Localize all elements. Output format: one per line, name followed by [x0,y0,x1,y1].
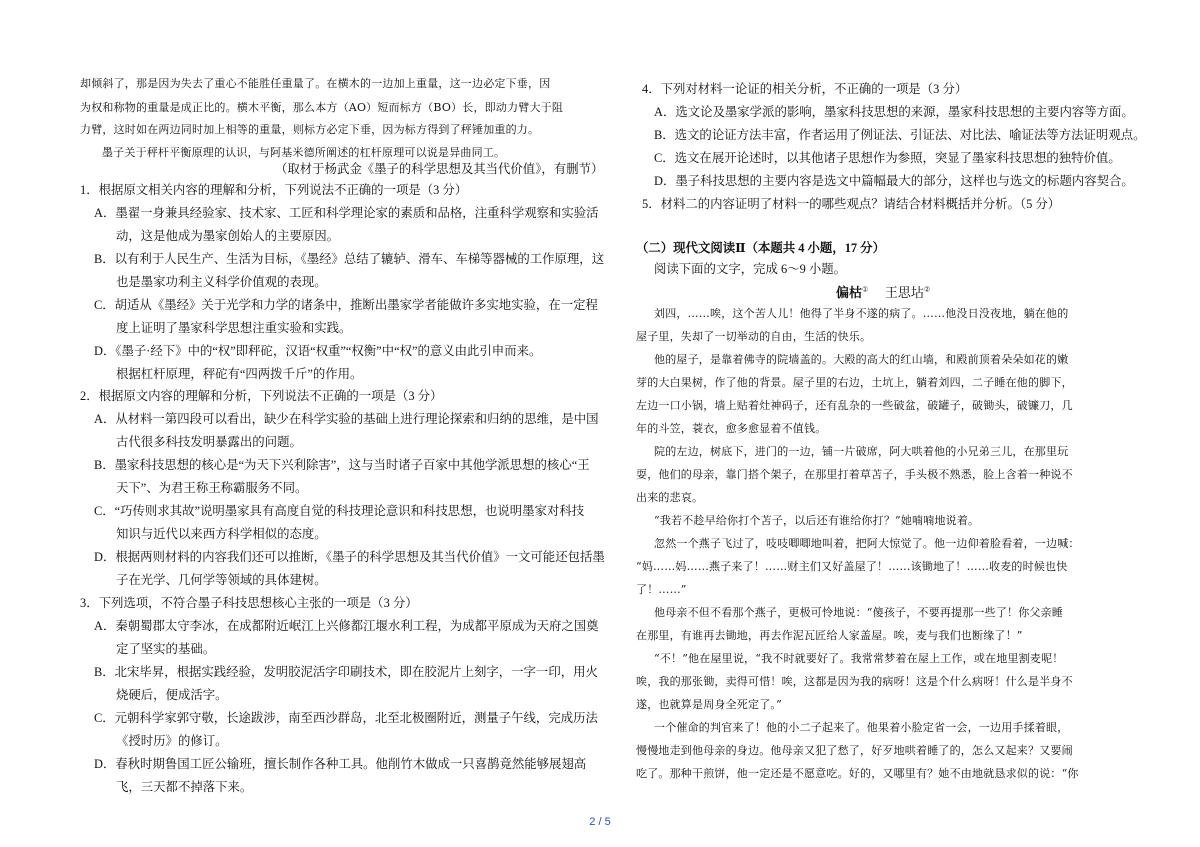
story-line: 遂，也就算是周身全死定了。” [636,698,782,711]
story-line: 一个催命的判官来了！他的小二子起来了。他果着小脸定省一会，一边用手揉着眼， [654,721,1069,734]
question-3-option-c: C．元朝科学家郭守敬，长途跋涉，南至西沙群岛，北至北极圈附近，测量子午线，完成历法 [94,711,598,725]
footnote-marker: ① [862,285,869,294]
story-line: 屋子里，失却了一切举动的自由，生活的快乐。 [636,330,872,343]
question-1-option-d: D．《墨子·经下》中的“权”即秤砣，汉语“权重”“权衡”中“权”的意义由此引申而来。 [94,344,542,358]
question-2-option-c: C．“巧传则求其故”说明墨家具有高度自觉的科技理论意识和科技思想，也说明墨家对科技 [94,504,585,518]
passage-line: 为权和称物的重量是成正比的。横木平衡，那么本方（AO）短而标方（BO）长，即动力臂大于阻 [80,101,564,114]
question-1-option-a-cont: 动，这是他成为墨家创始人的主要原因。 [116,229,340,243]
question-2-option-a: A．从材料一第四段可以看出，缺少在科学实验的基础上进行理论探索和归纳的思维，是中国 [94,412,599,426]
question-1-option-b: B．以有利于人民生产、生活为目标，《墨经》总结了辘轳、滑车、车梯等器械的工作原理，这 [94,252,605,266]
story-line: 左边一口小锅，墙上贴着灶神码子，还有乱杂的一些破盆，破罐子，破锄头，破镰刀，几 [636,399,1073,412]
question-2-stem: 2．根据原文内容的理解和分析，下列说法不正确的一项是（3 分） [80,389,443,403]
question-2-option-c-cont: 知识与近代以来西方科学相似的态度。 [116,527,327,541]
footnote-marker: ② [923,285,931,294]
story-line: 忽然一个燕子飞过了，吱吱唧唧地叫着，把阿大惊觉了。他一边仰着脸看着，一边喊： [654,537,1080,550]
story-line: 慢慢地走到他母亲的身边。他母亲又犯了愁了，好歹地哄着睡了的，怎么又起来？又要闹 [636,744,1073,757]
passage-line: 却倾斜了，那是因为失去了重心不能胜任重量了。在横木的一边加上重量，这一边必定下垂，因 [80,77,551,90]
story-line: “我若不趁早给你打个苫子，以后还有谁给你打？”她喃喃地说着。 [654,514,980,527]
passage-source: （取材于杨武金《墨子的科学思想及其当代价值》，有删节） [275,162,604,176]
story-line: 年的斗笠，蓑衣，愈多愈显着不值钱。 [636,422,827,435]
question-1-option-c: C．胡适从《墨经》关于光学和力学的诸条中，推断出墨家学者能做许多实地实验，在一定程 [94,298,598,312]
question-2-option-d-cont: 子在光学、几何学等领域的具体建树。 [116,573,327,587]
story-title [836,282,930,301]
reading-instruction: 阅读下面的文字，完成 6～9 小题。 [654,262,847,276]
question-3-option-b-cont: 烧硬后，便成活字。 [116,688,228,702]
question-3-option-a: A．秦朝蜀郡太守李冰，在成都附近岷江上兴修都江堰水利工程，为成都平原成为天府之国奠 [94,619,599,633]
story-line: 出来的悲哀。 [636,491,704,504]
question-3-stem: 3．下列选项，不符合墨子科技思想核心主张的一项是（3 分） [80,596,418,610]
question-2-option-d: D．根据两则材料的内容我们还可以推断，《墨子的科学思想及其当代价值》一文可能还包括墨 [94,550,605,564]
story-line: 吃了。那种干煎饼，他一定还是不愿意吃。好的，又哪里有？她不由地就恳求似的说：“你 [636,767,1079,780]
question-3-option-b: B．北宋毕昇，根据实践经验，发明胶泥活字印刷技术，即在胶泥片上刻字，一字一印，用火 [94,665,598,679]
story-line: 院的左边，树底下，进门的一边，铺一片破席，阿大哄着他的小兄弟三儿，在那里玩 [654,445,1069,458]
question-2-option-a-cont: 古代很多科技发明暴露出的问题。 [116,435,302,449]
question-1-option-d-cont: 根据杠杆原理，秤砣有“四两拨千斤”的作用。 [116,367,363,381]
story-line: 他母亲不但不看那个燕子，更极可怜地说：“傻孩子，不要再提那一些了！你父亲睡 [654,606,1064,619]
story-line: 耍，他们的母亲，靠门搭个架子，在那里打着草苫子，手头极不熟悉，脸上含着一种说不 [636,468,1073,481]
question-1-option-b-cont: 也是墨家功利主义科学价值观的表现。 [116,275,327,289]
story-line: 唉，我的那张锄，卖得可惜！唉，这都是因为我的病呀！这是个什么病呀！什么是半身不 [636,675,1073,688]
question-1-stem: 1．根据原文相关内容的理解和分析，下列说法不正确的一项是（3 分） [80,183,468,197]
question-4-option-a: A．选文论及墨家学派的影响，墨家科技思想的来源，墨家科技思想的主要内容等方面。 [654,105,1134,119]
question-3-option-d: D．春秋时期鲁国工匠公输班，擅长制作各种工具。他削竹木做成一只喜鹊竟然能够展翅高 [94,757,587,771]
question-2-option-b-cont: 天下”、为君王称王称霸服务不同。 [116,481,308,495]
story-line: “妈……妈……燕子来了！……财主们又好盖屋了！……该锄地了！……收麦的时候也快 [636,560,1068,573]
passage-line: 力臂，这时如在两边同时加上相等的重量，则标方必定下垂，因为标方得到了秤锤加重的力。 [80,123,540,136]
story-line: “不！”他在屋里说，“我不时就要好了。我常常梦着在屋上工作，或在地里割麦呢！ [654,652,1064,665]
question-5-stem: 5．材料二的内容证明了材料一的哪些观点？请结合材料概括并分析。（5 分） [642,197,1061,211]
question-3-option-c-cont: 《授时历》的修订。 [116,734,228,748]
section-title: （二）现代文阅读Ⅱ（本题共 4 小题，17 分） [636,241,885,255]
question-2-option-b: B．墨家科技思想的核心是“为天下兴利除害”，这与当时诸子百家中其他学派思想的核心“王 [94,458,590,472]
question-1-option-c-cont: 度上证明了墨家科学思想注重实验和实践。 [116,321,352,335]
story-title-text: 偏枯 [836,286,863,301]
page-number: 2 / 5 [589,816,611,828]
question-3-option-d-cont: 飞，三天都不掉落下来。 [116,780,253,794]
story-line: 他的屋子，是靠着佛寺的院墙盖的。大殿的高大的红山墙，和殿前顶着朵朵如花的嫩 [654,353,1069,366]
question-4-option-c: C．选文在展开论述时，以其他诸子思想作为参照，突显了墨家科技思想的独特价值。 [654,151,1121,165]
story-author: 王思坫 [884,286,924,301]
story-line: 刘四，……唉，这个苦人儿！他得了半身不遂的病了。……他没日没夜地，躺在他的 [654,307,1069,320]
question-1-option-a: A．墨翟一身兼具经验家、技术家、工匠和科学理论家的素质和品格，注重科学观察和实验活 [94,206,599,220]
question-3-option-a-cont: 定了坚实的基础。 [116,642,216,656]
story-line: 了！……” [636,583,687,596]
story-line: 在那里，有谁再去锄地，再去作泥瓦匠给人家盖屋。唉，麦与我们也断缘了！” [636,629,1023,642]
passage-line: 墨子关于秤杆平衡原理的认识，与阿基米德所阐述的杠杆原理可以说是异曲同工。 [102,146,506,159]
question-4-stem: 4．下列对材料一论证的相关分析，不正确的一项是（3 分） [642,82,968,96]
question-4-option-d: D．墨子科技思想的主要内容是选文中篇幅最大的部分，这样也与选文的标题内容契合。 [654,174,1134,188]
question-4-option-b: B．选文的论证方法丰富，作者运用了例证法、引证法、对比法、喻证法等方法证明观点。 [654,128,1146,142]
story-line: 芽的大白果树，作了他的背景。屋子里的右边，土坑上，躺着刘四，二子睡在他的脚下， [636,376,1073,389]
